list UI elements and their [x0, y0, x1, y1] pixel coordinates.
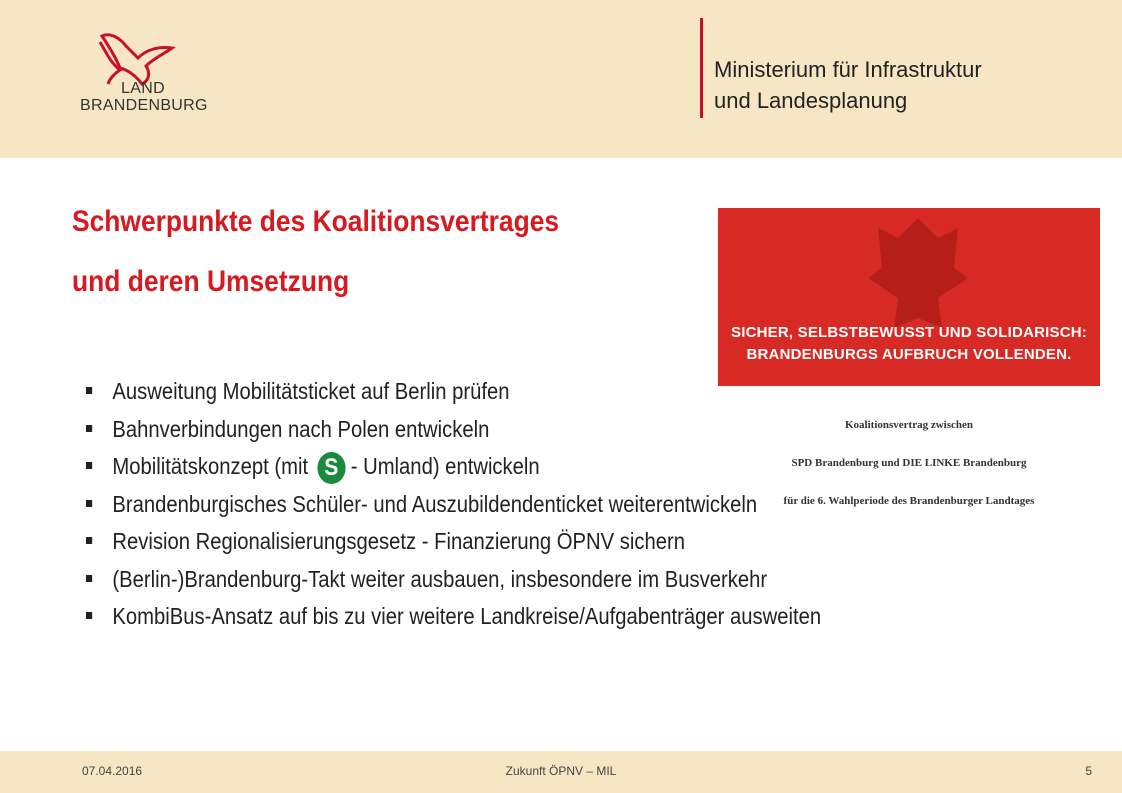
bullet-square-icon — [86, 575, 92, 582]
bullet-square-icon — [86, 500, 92, 507]
coalition-cover-image — [718, 208, 1100, 386]
logo-text — [80, 80, 206, 114]
cover-headline-2: BRANDENBURGS AUFBRUCH VOLLENDEN. — [746, 346, 1072, 363]
header-band — [0, 0, 1122, 158]
cover-subtitle — [718, 406, 1100, 520]
bullet-3-text: Mobilitätskonzept (mit S - Umland) entwickeln — [112, 451, 539, 484]
ministry-name — [714, 54, 982, 116]
page-number: 5 — [1085, 764, 1092, 778]
bullet-square-icon — [86, 387, 92, 394]
footer-band — [0, 751, 1122, 793]
cover-headline-1: SICHER, SELBSTBEWUSST UND SOLIDARISCH: — [731, 324, 1087, 341]
ministry-line-1: Ministerium für Infrastruktur — [714, 57, 982, 82]
s-bahn-icon: S — [317, 452, 345, 484]
bullet-square-icon — [86, 425, 92, 432]
title-line-2: und deren Umsetzung — [72, 265, 350, 298]
bullet-square-icon — [86, 612, 92, 619]
title-line-1: Schwerpunkte des Koalitionsvertrages — [72, 205, 560, 238]
bullet-square-icon — [86, 537, 92, 544]
cover-sub-3: für die 6. Wahlperiode des Brandenburger Landtages — [783, 495, 1035, 507]
ministry-line-2: und Landesplanung — [714, 88, 908, 113]
footer-title: Zukunft ÖPNV – MIL — [505, 764, 617, 778]
footer-date: 07.04.2016 — [82, 764, 143, 778]
slide-title — [72, 192, 559, 312]
cover-sub-2: SPD Brandenburg und DIE LINKE Brandenburg — [791, 457, 1027, 469]
bullet-square-icon — [86, 462, 92, 469]
cover-sub-1: Koalitionsvertrag zwischen — [844, 419, 973, 431]
header-divider — [700, 18, 703, 118]
logo-line-land: LAND — [121, 80, 165, 97]
logo-line-brandenburg: BRANDENBURG — [80, 97, 208, 114]
cover-headline — [718, 322, 1100, 366]
